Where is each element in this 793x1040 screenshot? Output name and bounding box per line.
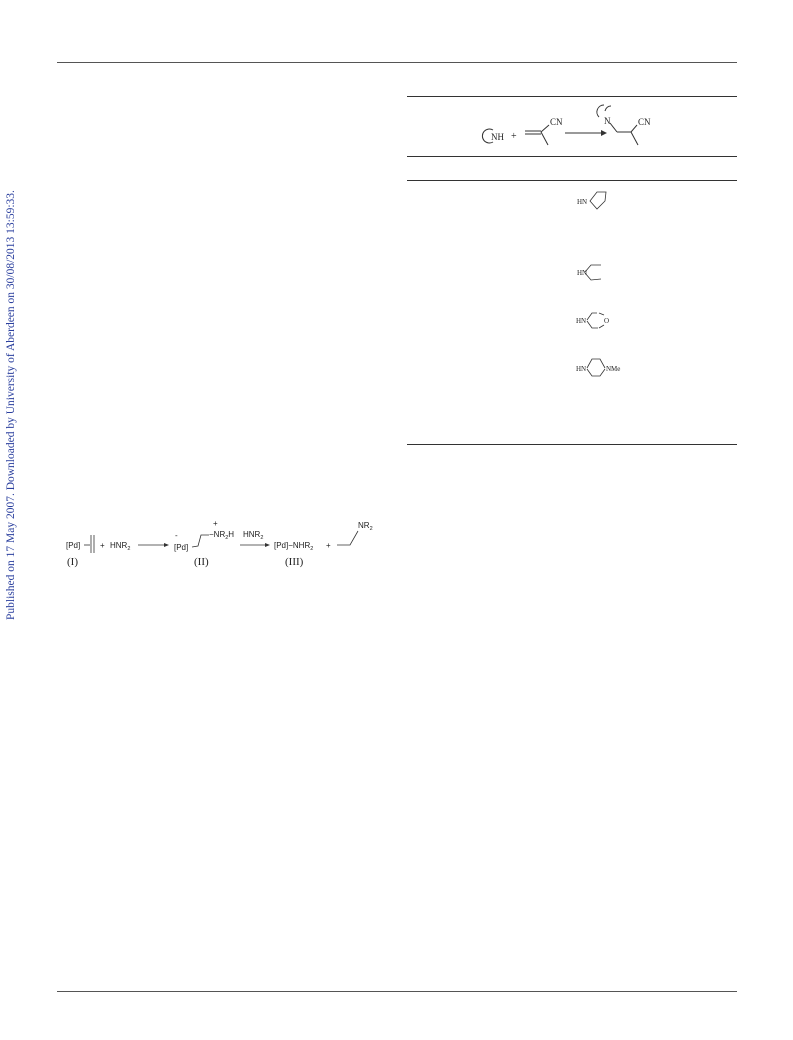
pyrrolidine-structure xyxy=(577,265,601,280)
footer-rule xyxy=(57,991,737,992)
plus-sign: + xyxy=(511,131,517,142)
mechanism-scheme xyxy=(60,515,385,575)
morpholine-o-label: O xyxy=(604,317,610,325)
amine-reagent: $HNR_2$ xyxy=(110,541,131,552)
morpholine-structure xyxy=(576,313,609,328)
mech-plus-1: + xyxy=(100,541,105,550)
label-III: (III) xyxy=(285,556,304,568)
mech-plus-2: + xyxy=(326,541,331,550)
pyrrolidine-nh-label: HN xyxy=(577,269,588,277)
pd-intermediate-metal: [Pd] xyxy=(174,543,189,552)
methylpiperazine-nme-label: NMe xyxy=(606,365,621,373)
reactant-nh-label: NH xyxy=(491,132,504,142)
product-nitrile-label: CN xyxy=(638,117,651,127)
reaction-table xyxy=(407,95,737,447)
charge-plus: + xyxy=(213,519,218,528)
nitrile-label: CN xyxy=(550,117,563,127)
label-I: (I) xyxy=(67,556,78,568)
methylpiperazine-nh-label: HN xyxy=(576,365,587,373)
header-rule xyxy=(57,62,737,63)
morpholine-nh-label: HN xyxy=(576,317,587,325)
piperidine-structure xyxy=(577,192,606,209)
ammonium-group: $-NR_2H$ xyxy=(209,530,235,541)
methylpiperazine-structure xyxy=(576,359,620,376)
amine-product-chain-icon xyxy=(337,531,358,545)
pd-alkene-metal: [Pd] xyxy=(66,541,81,550)
ethyl-chain-icon xyxy=(192,535,209,547)
label-II: (II) xyxy=(194,556,209,568)
arrow-reagent: $HNR_2$ xyxy=(243,530,264,541)
piperidine-nh-label: HN xyxy=(577,198,588,206)
publication-watermark: Published on 17 May 2007. Downloaded by University of Aberdeen on 30/08/2013 13:59:33. xyxy=(5,190,17,620)
product-nr2: $NR_2$ xyxy=(358,521,373,532)
product-n-label: N xyxy=(604,116,611,126)
pd-amido-complex: $[Pd]-NHR_2$ xyxy=(274,541,314,552)
amine-structures xyxy=(407,95,737,447)
charge-minus: - xyxy=(175,531,178,540)
